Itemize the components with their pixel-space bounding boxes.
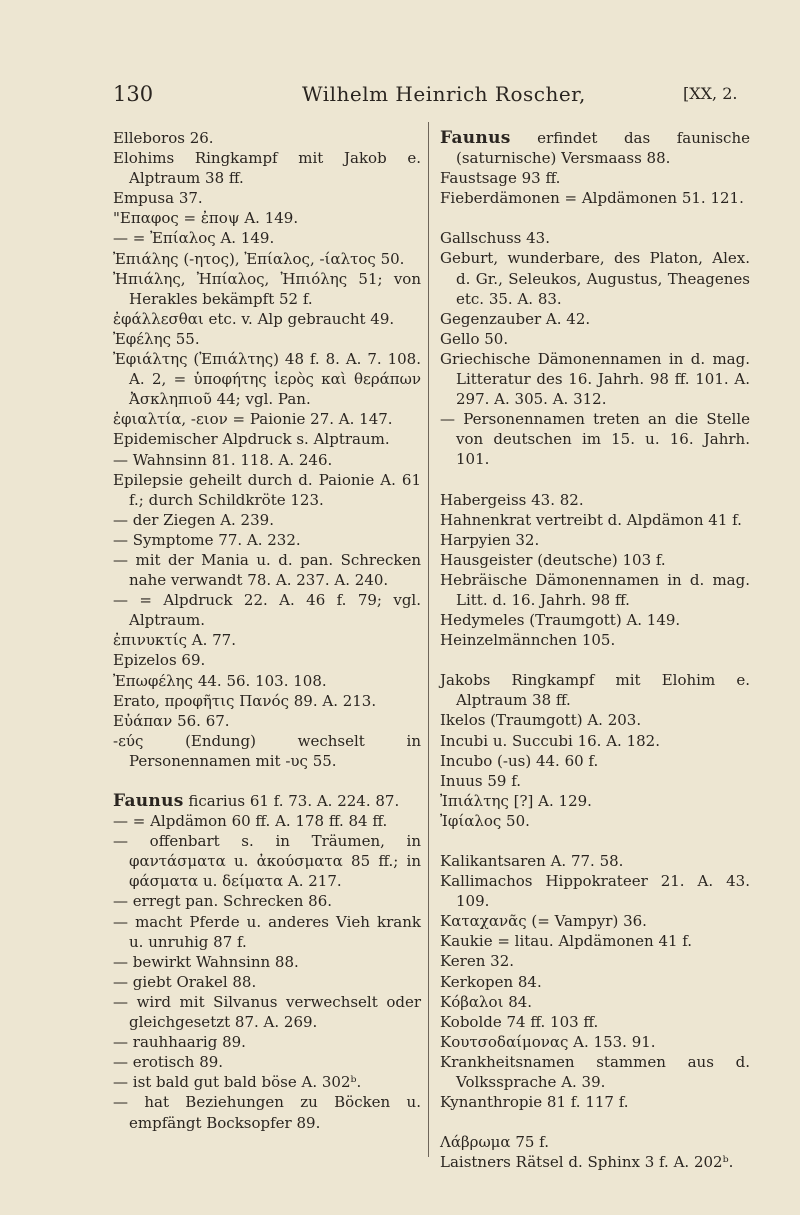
index-entry: [440, 510, 750, 530]
index-entry-text: Kynanthropie 81 f. 117 f.: [440, 1093, 629, 1112]
index-entry-text: — hat Beziehungen zu Böcken u. empfängt Bocksopfer 89.: [113, 1093, 421, 1132]
index-entry-text: — = Alpdämon 60 ff. A. 178 ff. 84 ff.: [113, 812, 388, 831]
index-entry-text: Krankheitsnamen stammen aus d. Volkssprache A. 39.: [440, 1052, 750, 1092]
index-entry-text: Elleboros 26.: [113, 129, 214, 147]
index-entry: [113, 470, 421, 510]
index-entry: [113, 630, 421, 650]
page-number: 130: [113, 82, 154, 106]
index-entry: [113, 972, 421, 992]
index-entry: [440, 710, 750, 730]
index-entry-text: Λάβρωμα 75 f.: [440, 1133, 549, 1152]
index-entry: [113, 650, 421, 670]
index-entry: [113, 208, 421, 228]
index-entry: [440, 751, 750, 771]
index-entry: [440, 550, 750, 570]
index-entry: [440, 248, 750, 308]
index-entry-text: Ἰπιάλτης [?] A. 129.: [440, 791, 592, 810]
index-entry: [113, 329, 421, 349]
index-entry-text: Ἰφίαλος 50.: [440, 811, 530, 830]
index-entry: [440, 871, 750, 911]
index-entry: [440, 128, 750, 168]
index-entry: [440, 1012, 750, 1032]
index-entry-text: Gello 50.: [440, 329, 509, 348]
index-entry-text: — Symptome 77. A. 232.: [113, 530, 301, 549]
page-header: [0, 82, 800, 112]
index-entry: [113, 791, 421, 811]
index-entry-text: Kaukie = litau. Alpdämonen 41 f.: [440, 932, 693, 951]
index-entry-text: Keren 32.: [440, 952, 515, 971]
index-column-right: [440, 128, 750, 1172]
index-entry-text: ficarius 61 f. 73. A. 224. 87.: [183, 792, 400, 810]
index-entry-text: — rauhhaarig 89.: [113, 1033, 246, 1052]
index-entry: [440, 1152, 750, 1172]
index-entry: [440, 188, 750, 208]
index-entry-text: -εύς (Endung) wechselt in Personennamen mit -υς 55.: [113, 731, 421, 770]
index-entry: [113, 831, 421, 891]
index-entry-text: — = Ἐπίαλος A. 149.: [113, 229, 275, 248]
index-entry: [113, 309, 421, 329]
index-entry-text: — bewirkt Wahnsinn 88.: [113, 952, 299, 971]
index-entry-text: Gallschuss 43.: [440, 229, 550, 248]
index-entry: [440, 1092, 750, 1112]
index-entry: [440, 992, 750, 1012]
index-entry-text: Laistners Rätsel d. Sphinx 3 f. A. 202ᵇ.: [440, 1153, 734, 1172]
index-entry-text: Gegenzauber A. 42.: [440, 309, 591, 328]
index-entry: [113, 1052, 421, 1072]
index-entry: [113, 510, 421, 530]
index-entry: [440, 811, 750, 831]
index-entry-text: Habergeiss 43. 82.: [440, 490, 584, 509]
index-entry-text: Heinzelmännchen 105.: [440, 631, 616, 650]
index-entry-text: Erato, προφῆτις Πανός 89. A. 213.: [113, 691, 377, 710]
index-entry-text: erfindet das faunische (saturnische) Versmaass 88.: [456, 129, 750, 168]
index-entry-text: Harpyien 32.: [440, 530, 540, 549]
running-title: Wilhelm Heinrich Roscher,: [302, 82, 586, 106]
index-entry-text: — ist bald gut bald böse A. 302ᵇ.: [113, 1073, 362, 1092]
index-entry-text: Ἐφιάλτης (Ἐπιάλτης) 48 f. 8. A. 7. 108. A. 2, = ὑποφήτης ἱερὸς καὶ θεράπων Ἀσκληπιοῦ 44; vgl. Pan.: [113, 350, 421, 409]
index-entry: [440, 610, 750, 630]
index-entry: [440, 851, 750, 871]
index-entry: [113, 450, 421, 470]
index-entry: [440, 1032, 750, 1052]
index-entry: [440, 791, 750, 811]
index-entry-text: Epidemischer Alpdruck s. Alptraum.: [113, 430, 390, 449]
index-entry-text: — erotisch 89.: [113, 1053, 224, 1072]
index-entry-text: Κόβαλοι 84.: [440, 992, 533, 1011]
index-entry-text: — wird mit Silvanus verwechselt oder gleichgesetzt 87. A. 269.: [113, 992, 421, 1032]
index-entry: [440, 1052, 750, 1092]
index-entry-text: Griechische Dämonennamen in d. mag. Litteratur des 16. Jahrh. 98 ff. 101. A. 297. A. 305. A. 312.: [440, 349, 750, 409]
index-entry: [113, 671, 421, 691]
index-entry: [440, 228, 750, 248]
index-entry-text: Inuus 59 f.: [440, 771, 522, 790]
index-entry-text: — offenbart s. in Träumen, in φαντάσματα u. ἀκούσματα 85 ff.; in φάσματα u. δείματα A. 217.: [113, 832, 421, 891]
section-mark: [XX, 2.: [683, 84, 738, 103]
index-entry: [440, 168, 750, 188]
index-entry-text: Jakobs Ringkampf mit Elohim e. Alptraum 38 ff.: [440, 671, 750, 710]
index-entry-text: "Επαφος = ἐποψ A. 149.: [113, 209, 299, 228]
index-entry: [113, 148, 421, 188]
index-entry: [113, 1032, 421, 1052]
index-entry-text: Incubo (-us) 44. 60 f.: [440, 751, 599, 770]
index-entry: [113, 992, 421, 1032]
index-keyword: Faunus: [440, 128, 511, 148]
index-entry: [113, 249, 421, 269]
index-entry-text: Kallimachos Hippokrateer 21. A. 43. 109.: [440, 872, 750, 911]
index-entry-text: Ἐφέλης 55.: [113, 329, 200, 348]
index-entry: [113, 912, 421, 952]
index-entry: [440, 972, 750, 992]
index-entry: [113, 269, 421, 309]
index-entry-text: Hebräische Dämonennamen in d. mag. Litt. d. 16. Jahrh. 98 ff.: [440, 570, 750, 609]
index-entry-text: Empusa 37.: [113, 189, 203, 208]
index-entry: [113, 891, 421, 911]
index-entry: [113, 731, 421, 771]
index-column-left: [113, 128, 421, 1133]
index-entry: [113, 711, 421, 731]
index-entry-text: — Personennamen treten an die Stelle von deutschen im 15. u. 16. Jahrh. 101.: [440, 410, 750, 469]
index-entry-text: Ἠπιάλης, Ἠπίαλος, Ἠπιόλης 51; von Herakles bekämpft 52 f.: [113, 269, 421, 308]
index-entry: [113, 128, 421, 148]
index-entry: [440, 570, 750, 610]
index-entry-text: ἐφάλλεσθαι etc. v. Alp gebraucht 49.: [113, 309, 395, 328]
index-entry-text: Incubi u. Succubi 16. A. 182.: [440, 731, 660, 750]
index-entry: [440, 1132, 750, 1152]
index-entry: [113, 1072, 421, 1092]
index-entry-text: Kalikantsaren A. 77. 58.: [440, 852, 624, 870]
index-entry: [113, 188, 421, 208]
index-entry-text: Faustsage 93 ff.: [440, 169, 561, 188]
index-entry: [113, 228, 421, 248]
index-entry-text: Kobolde 74 ff. 103 ff.: [440, 1012, 599, 1031]
index-entry-text: Κουτσοδαίμονας A. 153. 91.: [440, 1032, 656, 1051]
index-entry-text: Fieberdämonen = Alpdämonen 51. 121.: [440, 189, 744, 208]
index-entry-text: ἐπινυκτίς A. 77.: [113, 631, 236, 650]
index-entry: [440, 911, 750, 931]
index-entry: [440, 771, 750, 791]
index-entry-text: — macht Pferde u. anderes Vieh krank u. unruhig 87 f.: [113, 912, 421, 951]
index-entry-text: Kerkopen 84.: [440, 972, 542, 991]
index-entry-text: — = Alpdruck 22. A. 46 f. 79; vgl. Alptraum.: [113, 591, 421, 630]
index-entry: [440, 670, 750, 710]
index-entry: [113, 952, 421, 972]
index-entry-text: Epizelos 69.: [113, 651, 206, 670]
index-entry-text: Hausgeister (deutsche) 103 f.: [440, 550, 666, 569]
index-entry: [113, 811, 421, 831]
index-entry-text: Εὐάπαν 56. 67.: [113, 711, 230, 730]
index-entry: [113, 429, 421, 449]
index-entry: [440, 530, 750, 550]
index-entry-text: Ἐπωφέλης 44. 56. 103. 108.: [113, 671, 327, 690]
index-entry-text: Hedymeles (Traumgott) A. 149.: [440, 611, 681, 630]
index-entry: [113, 530, 421, 550]
index-entry: [440, 490, 750, 510]
index-entry: [440, 409, 750, 469]
index-entry: [440, 630, 750, 650]
index-entry: [113, 349, 421, 409]
index-entry: [440, 951, 750, 971]
index-entry: [440, 329, 750, 349]
index-entry: [440, 731, 750, 751]
index-entry-text: — mit der Mania u. d. pan. Schrecken nahe verwandt 78. A. 237. A. 240.: [113, 550, 421, 590]
index-entry-text: Elohims Ringkampf mit Jakob e. Alptraum 38 ff.: [113, 149, 421, 188]
index-entry: [440, 931, 750, 951]
index-entry: [440, 309, 750, 329]
index-entry-text: Καταχανᾶς (= Vampyr) 36.: [440, 912, 647, 931]
index-entry-text: — Wahnsinn 81. 118. A. 246.: [113, 450, 333, 469]
column-divider: [428, 122, 429, 1157]
index-entry-text: Epilepsie geheilt durch d. Paionie A. 61 f.; durch Schildkröte 123.: [113, 470, 421, 509]
index-entry-text: Hahnenkrat vertreibt d. Alpdämon 41 f.: [440, 510, 742, 529]
index-entry-text: Geburt, wunderbare, des Platon, Alex. d. Gr., Seleukos, Augustus, Theagenes etc. 35. A. 83.: [440, 249, 750, 308]
index-entry-text: Ikelos (Traumgott) A. 203.: [440, 711, 642, 730]
index-entry-text: — giebt Orakel 88.: [113, 972, 257, 991]
index-keyword: Faunus: [113, 791, 184, 811]
index-entry: [440, 349, 750, 409]
index-entry-text: Ἐπιάλης (-ητος), Ἐπίαλος, -ίαλτος 50.: [113, 249, 405, 268]
index-entry: [113, 1092, 421, 1132]
index-entry: [113, 691, 421, 711]
index-entry: [113, 550, 421, 590]
index-entry-text: ἐφιαλτία, -ειον = Paionie 27. A. 147.: [113, 410, 393, 429]
index-entry-text: — der Ziegen A. 239.: [113, 510, 274, 529]
index-entry: [113, 409, 421, 429]
index-entry: [113, 590, 421, 630]
index-entry-text: — erregt pan. Schrecken 86.: [113, 892, 333, 911]
